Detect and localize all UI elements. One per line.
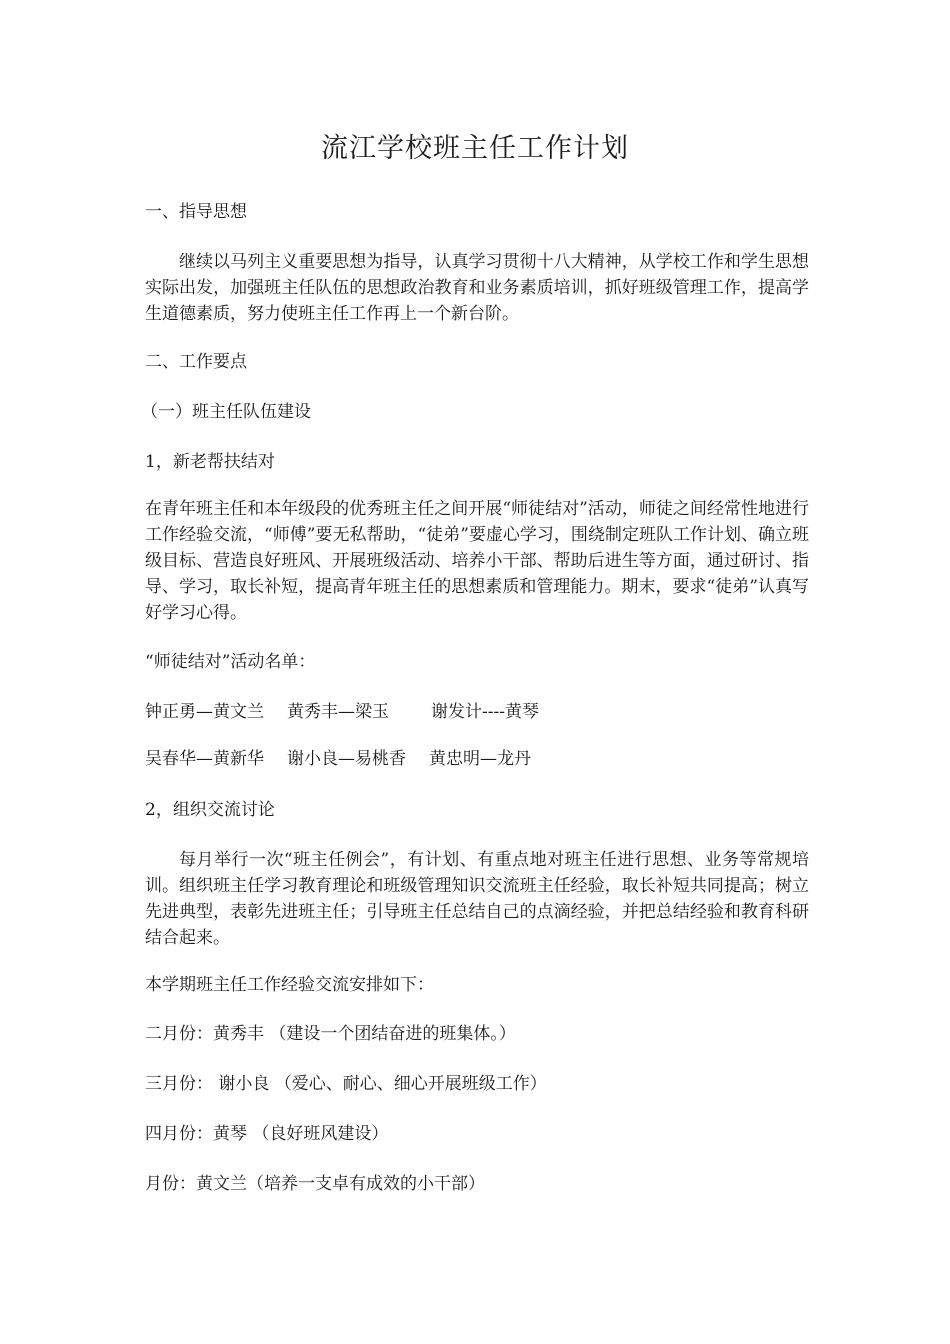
section-heading-work-points: 二、工作要点 (145, 352, 247, 372)
exchange-paragraph: 每月举行一次“班主任例会”，有计划、有重点地对班主任进行思想、业务等常规培训。组织班主任学习教育理论和班级管理知识交流班主任经验，取长补短共同提高；树立先进典型，表彰先进班主任；引导班主任总结自己的点滴经验，并把总结经验和教育科研结合起来。 (145, 850, 809, 948)
mentoring-paragraph: 在青年班主任和本年级段的优秀班主任之间开展“师徒结对”活动，师徒之间经常性地进行工作经验交流，“师傅”要无私帮助，“徒弟”要虚心学习，围绕制定班队工作计划、确立班级目标、营造良好班风、开展班级活动、培养小干部、帮助后进生等方面，通过研讨、指导、学习，取长补短，提高青年班主任的思想素质和管理能力。期末，要求“徒弟”认真写好学习心得。 (145, 499, 809, 623)
guiding-thought-paragraph: 继续以马列主义重要思想为指导，认真学习贯彻十八大精神，从学校工作和学生思想实际出发，加强班主任队伍的思想政治教育和业务素质培训，抓好班级管理工作，提高学生道德素质，努力使班主任工作再上一个新台阶。 (145, 252, 809, 324)
mentoring-pair: 黄忠明—龙丹 (429, 749, 531, 769)
mentoring-pairs-row (145, 746, 825, 772)
mentoring-pair: 黄秀丰—梁玉 (287, 702, 389, 722)
mentoring-pair: 钟正勇—黄文兰 (145, 702, 264, 722)
schedule-item: 二月份：黄秀丰 （建设一个团结奋进的班集体。） (145, 1024, 516, 1044)
mentoring-list-title: “师徒结对”活动名单： (145, 652, 316, 672)
subsection-heading-team-building: （一）班主任队伍建设 (141, 402, 311, 422)
mentoring-pair: 吴春华—黄新华 (145, 749, 264, 769)
mentoring-pair: 谢小良—易桃香 (287, 749, 406, 769)
schedule-title: 本学期班主任工作经验交流安排如下： (145, 975, 434, 995)
schedule-item: 三月份： 谢小良 （爱心、耐心、细心开展班级工作） (145, 1074, 547, 1094)
mentoring-pairs-row (145, 699, 825, 725)
schedule-item: 四月份：黄琴 （良好班风建设） (145, 1124, 389, 1144)
item-heading-mentoring: 1，新老帮扶结对 (145, 452, 275, 472)
schedule-item: 月份：黄文兰（培养一支卓有成效的小干部） (145, 1174, 485, 1194)
item-heading-exchange: 2，组织交流讨论 (145, 800, 275, 820)
document-title: 流江学校班主任工作计划 (321, 133, 629, 164)
mentoring-pair: 谢发计----黄琴 (431, 702, 539, 722)
section-heading-guiding-thought: 一、指导思想 (145, 202, 247, 222)
